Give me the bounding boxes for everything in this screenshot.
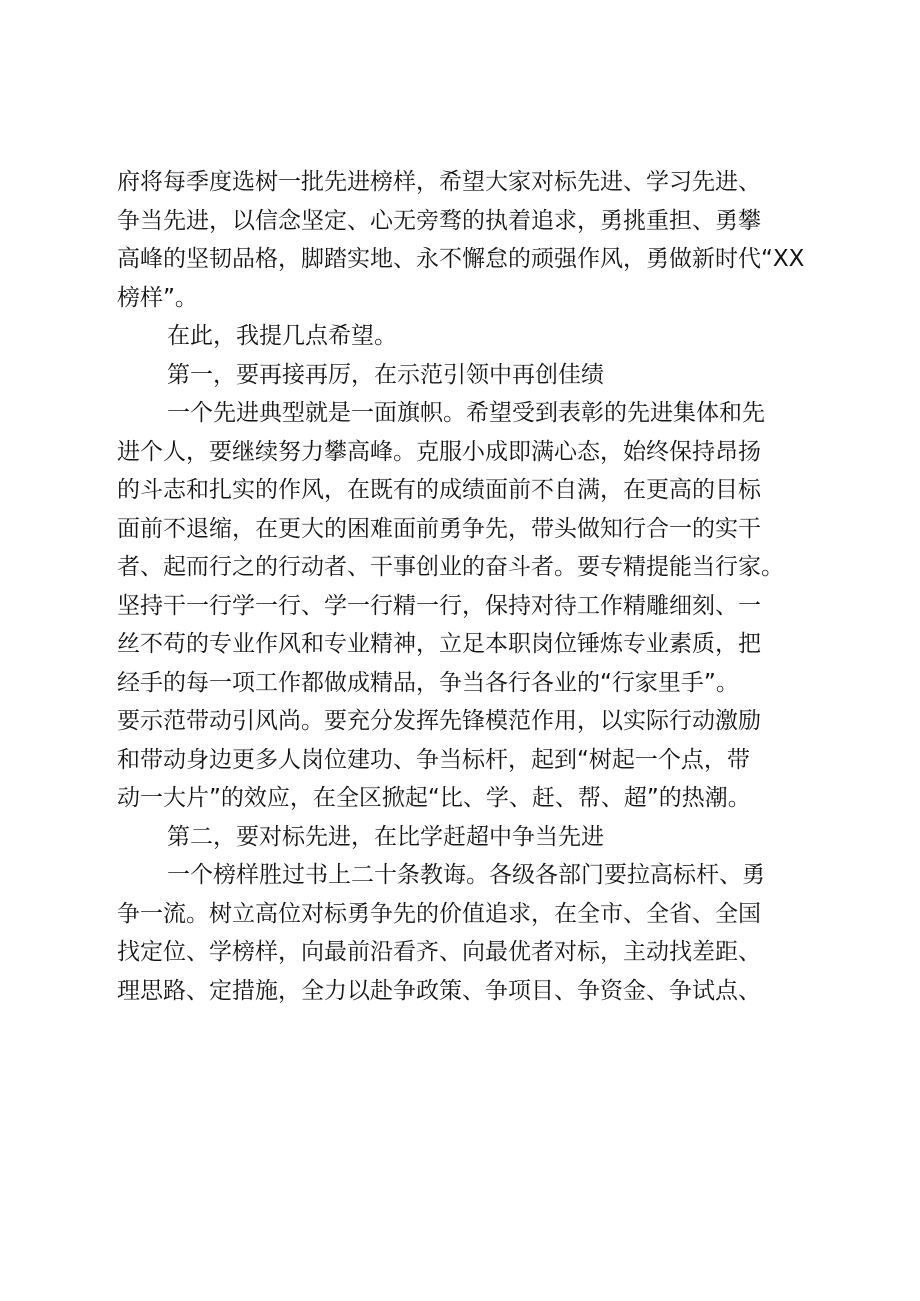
paragraph-line: 在此，我提几点希望。 <box>167 323 397 349</box>
text-line: 理思路、定措施，全力以赴争政策、争项目、争资金、争试点、 <box>117 977 761 1004</box>
text-line: 榜样”。 <box>117 284 198 311</box>
section-heading: 第一，要再接再厉，在示范引领中再创佳绩 <box>167 361 604 388</box>
text-line: 坚持干一行学一行、学一行精一行，保持对待工作精雕细刻、一 <box>117 592 761 619</box>
text-line: 丝不苟的专业作风和专业精神，立足本职岗位锤炼专业素质，把 <box>117 631 761 657</box>
text-line: 动一大片”的效应，在全区掀起“比、学、赶、帮、超”的热潮。 <box>117 785 751 811</box>
text-line: 高峰的坚韧品格，脚踏实地、永不懈怠的顽强作风，勇做新时代“XX <box>117 246 805 272</box>
text-line: 者、起而行之的行动者、干事创业的奋斗者。要专精提能当行家。 <box>117 554 784 580</box>
text-line: 的斗志和扎实的作风，在既有的成绩面前不自满，在更高的目标 <box>117 477 761 503</box>
paragraph-line: 一个先进典型就是一面旗帜。希望受到表彰的先进集体和先 <box>167 400 765 426</box>
text-line: 进个人，要继续努力攀高峰。克服小成即满心态，始终保持昂扬 <box>117 438 761 465</box>
text-line: 找定位、学榜样，向最前沿看齐、向最优者对标，主动找差距、 <box>117 939 761 965</box>
text-line: 和带动身边更多人岗位建功、争当标杆，起到“树起一个点，带 <box>117 746 750 773</box>
text-line: 经手的每一项工作都做成精品，争当各行各业的“行家里手”。 <box>117 669 739 696</box>
text-line: 面前不退缩，在更大的困难面前勇争先，带头做知行合一的实干 <box>117 515 761 542</box>
paragraph-line: 一个榜样胜过书上二十条教诲。各级各部门要拉高标杆、勇 <box>167 862 765 888</box>
text-line: 府将每季度选树一批先进榜样，希望大家对标先进、学习先进、 <box>117 169 761 195</box>
text-line: 要示范带动引风尚。要充分发挥先锋模范作用，以实际行动激励 <box>117 708 761 734</box>
document-body <box>117 163 825 1010</box>
text-line: 争一流。树立高位对标勇争先的价值追求，在全市、全省、全国 <box>117 900 761 927</box>
section-heading: 第二，要对标先进，在比学赶超中争当先进 <box>167 823 604 850</box>
text-line: 争当先进，以信念坚定、心无旁骛的执着追求，勇挑重担、勇攀 <box>117 207 761 234</box>
